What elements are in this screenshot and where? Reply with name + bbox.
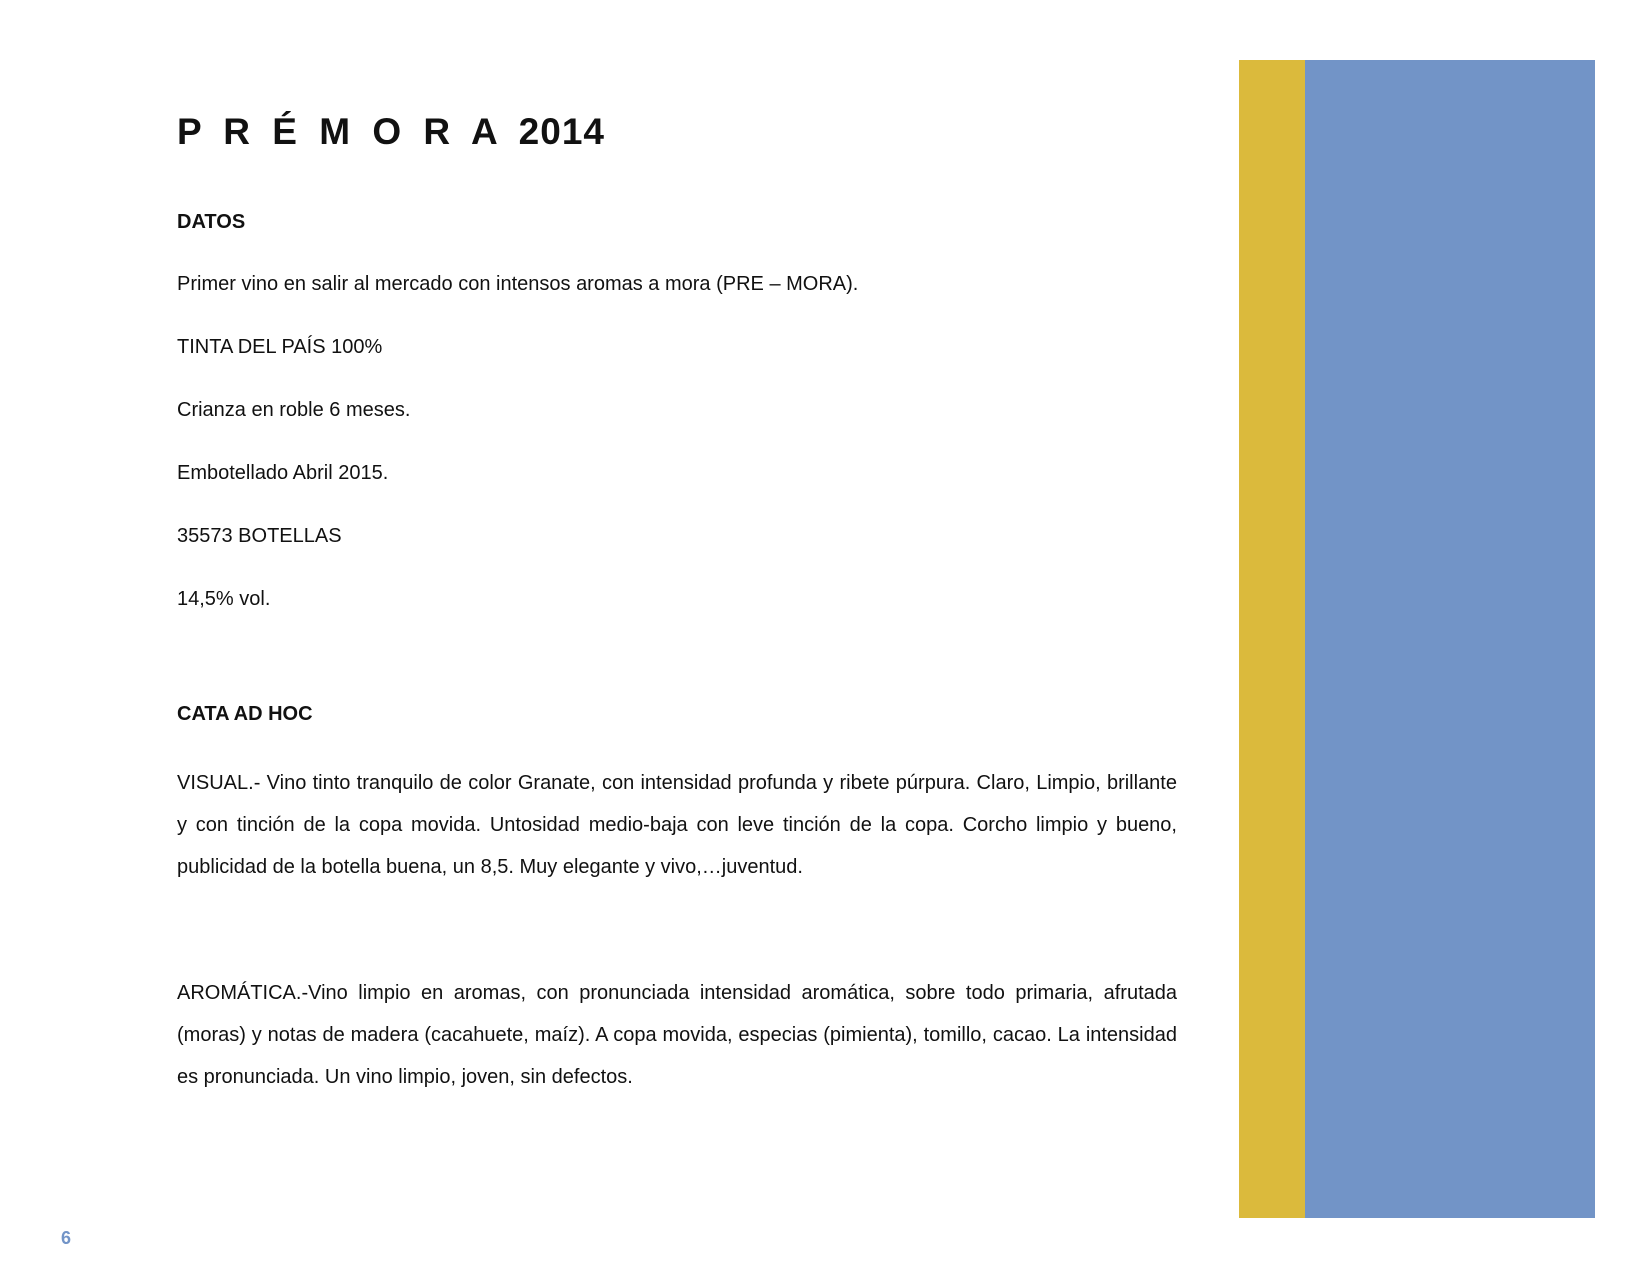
datos-line-grape: TINTA DEL PAÍS 100%: [177, 336, 383, 358]
datos-line-bottles: 35573 BOTELLAS: [177, 525, 342, 547]
cata-heading: CATA AD HOC: [177, 703, 313, 725]
cata-aromatica-paragraph: AROMÁTICA.-Vino limpio en aromas, con pronunciada intensidad aromática, sobre todo primaria, afrutada (moras) y notas de madera (cacahuete, maíz). A copa movida, especias (pimienta), tomillo, cacao. La intensidad es pronunciada. Un vino limpio, joven, sin defectos.: [177, 982, 1177, 1088]
page-title: [177, 108, 1177, 156]
page-number: 6: [61, 1228, 72, 1248]
blue-decorative-bar: [1305, 60, 1595, 1218]
paragraph-spacer: [177, 888, 1177, 972]
datos-line-description: Primer vino en salir al mercado con intensos aromas a mora (PRE – MORA).: [177, 273, 859, 295]
datos-line-aging: Crianza en roble 6 meses.: [177, 399, 411, 421]
title-name: P R É M O R A: [177, 111, 503, 152]
datos-line-alcohol: 14,5% vol.: [177, 588, 271, 610]
gold-decorative-bar: [1239, 60, 1305, 1218]
cata-visual-paragraph: VISUAL.- Vino tinto tranquilo de color Granate, con intensidad profunda y ribete púrpura. Claro, Limpio, brillante y con tinción de la copa movida. Untosidad medio-baja con leve tinción de la copa. Corcho limpio y bueno, publicidad de la botella buena, un 8,5. Muy elegante y vivo,…juventud.: [177, 772, 1177, 878]
page-content: [177, 108, 1177, 1098]
datos-line-bottled: Embotellado Abril 2015.: [177, 462, 389, 484]
datos-heading: DATOS: [177, 211, 246, 233]
section-spacer: [177, 648, 1177, 700]
title-year: 2014: [518, 111, 605, 152]
